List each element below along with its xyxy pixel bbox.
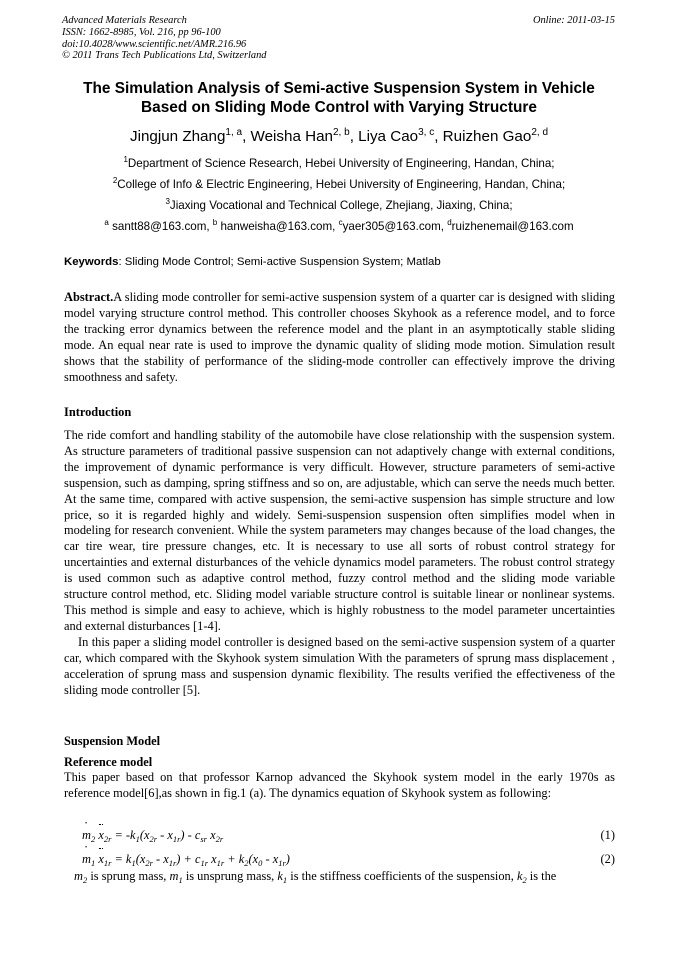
abstract: [64, 290, 615, 385]
email-sup: c: [338, 218, 343, 227]
affiliation-1: [0, 157, 678, 171]
introduction-heading: Introduction: [64, 405, 132, 419]
author-name: Liya Cao: [358, 128, 419, 145]
author-list: Jingjun Zhang$^{1, a}$, Weisha Han$^{2, b}$, Liya Cao$^{3, c}$, Ruizhen Gao$^{2, d}$: [129, 127, 549, 145]
variable-definitions: $m_2$ is sprung mass, $m_1$ is unsprung mass, $k_1$ is the stiffness coefficients of the suspension, $k_2$ is the: [74, 869, 557, 885]
affiliation-sup: 3: [165, 197, 170, 206]
email-address: ruizhenemail@163.com: [451, 220, 574, 233]
copyright-line: © 2011 Trans Tech Publications Ltd, Switzerland: [62, 50, 267, 62]
keywords-label: Keywords: [64, 256, 119, 268]
introduction-paragraph-1: The ride comfort and handling stability of the automobile have close relationship with the suspension system. As structure parameters of traditional passive suspension can not adaptively change with external conditions, the improvement of dynamic performance is very difficult. However, structure parameters of semi-active suspension, such as damping, spring stiffness and so on, are adjustable, which can serve the needs much better. At the same time, compared with active suspension, the semi-active suspension has simple structure and low price, so it is regarded highly and widely. Semi-suspension suspension often simplifies model when in modeling for research convenient. While the system parameters may changes because of the load changes, the car tire wear, tire pressure changes, etc. It is necessary to use all sorts of robust control strategy for uncertainties and external disturbances of the vehicle dynamics model parameters. The robust control strategy is used common such as adaptive control method, fuzzy control method and the sliding mode variable structure control method, etc. Sliding model variable structure control is suitable linear or nonlinear systems. This method is simple and easy to achieve, which is highly robustness to the model parameter uncertainties and external disturbances [1-4].: [64, 428, 615, 633]
suspension-model-body: [64, 770, 615, 802]
doi-line: doi:10.4028/www.scientific.net/AMR.216.96: [62, 38, 247, 50]
journal-header: [62, 15, 266, 62]
abstract-text: A sliding mode controller for semi-active suspension system of a quarter car is designed with sliding model varying structure control method. This controller chooses Skyhook as a reference model, and to force the tracking error dynamics between the reference model and the plant in an asymptotically stable sliding mode. An equal near rate is used to improve the dynamic quality of sliding mode motion. Simulation result shows that the stability of performance of the sliding-mode controller can effectively improve the driving smoothness and safety.: [64, 290, 615, 384]
definition-text: is unsprung mass,: [185, 869, 275, 883]
reference-model-subheading: Reference model: [64, 755, 153, 769]
affiliation-text: Department of Science Research, Hebei University of Engineering, Handan, China;: [127, 157, 555, 170]
definition-text: is sprung mass,: [90, 869, 167, 883]
author-sup: 3, c: [418, 127, 435, 138]
affiliation-2: [0, 178, 678, 192]
issn-line: ISSN: 1662-8985, Vol. 216, pp 96-100: [62, 26, 221, 38]
affiliation-text: College of Info & Electric Engineering, Hebei University of Engineering, Handan, China;: [117, 178, 566, 191]
email-address: santt88@163.com,: [112, 220, 213, 233]
equation-number: (2): [600, 852, 615, 866]
affiliation-3: [0, 199, 678, 213]
introduction-paragraph-2: In this paper a sliding model controller is designed based on the semi-active suspension system of a quarter car, which compared with the Skyhook system simulation With the parameters of sprung mass displacement , acceleration of sprung mass and suspension dynamic flexibility. The results verified the effectiveness of the sliding mode controller [5].: [64, 634, 615, 697]
online-date: Online: 2011-03-15: [532, 15, 615, 26]
title-line-2: Based on Sliding Mode Control with Varying Structure: [141, 98, 537, 116]
author-sup: 2, b: [333, 127, 350, 138]
author-sup: 1, a: [225, 127, 243, 138]
equation-number: (1): [600, 828, 615, 842]
email-list: [0, 220, 678, 234]
author-name: Ruizhen Gao: [442, 128, 532, 145]
email-sup: a: [104, 218, 109, 227]
author-sup: 2, d: [531, 127, 549, 138]
suspension-model-paragraph: This paper based on that professor Karnop advanced the Skyhook system model in the early 1970s as reference model[6],as shown in fig.1 (a). The dynamics equation of Skyhook system as following:: [64, 770, 615, 800]
definition-text: is the: [529, 869, 557, 883]
keywords-line: [64, 255, 441, 269]
author-name: Jingjun Zhang: [129, 128, 226, 145]
journal-name: Advanced Materials Research: [62, 15, 187, 26]
paper-title: [40, 80, 638, 117]
email-address: yaer305@163.com,: [342, 220, 448, 233]
equation-2-formula: $m_1$ $x_{1r} = k_1(x_{2r} - x_{1r}) + c_{1r} \cdot x_{1r} + k_2(x_0 - x_{1r})$: [82, 852, 290, 866]
abstract-label: Abstract.: [64, 290, 114, 304]
definition-text: is the stiffness coefficients of the suspension,: [290, 869, 514, 883]
affiliation-sup: 2: [112, 176, 118, 185]
equation-1-formula: $m_2$ $x_{2r} = -k_1(x_{2r} - x_{1r}) - c_{sr} \cdot x_{2r}$: [82, 828, 223, 842]
email-sup: d: [447, 218, 452, 227]
author-name: Weisha Han: [250, 128, 333, 145]
affiliation-sup: 1: [123, 155, 128, 164]
affiliation-text: Jiaxing Vocational and Technical College, Zhejiang, Jiaxing, China;: [169, 199, 513, 212]
email-address: hanweisha@163.com,: [220, 220, 339, 233]
keywords-text: : Sliding Mode Control; Semi-active Suspension System; Matlab: [118, 256, 441, 268]
suspension-model-heading: Suspension Model: [64, 734, 161, 748]
introduction-body: [64, 428, 615, 698]
title-line-1: The Simulation Analysis of Semi-active Suspension System in Vehicle: [83, 80, 595, 97]
email-sup: b: [212, 218, 218, 227]
equation-1: [82, 828, 615, 843]
equation-2: [82, 852, 615, 867]
